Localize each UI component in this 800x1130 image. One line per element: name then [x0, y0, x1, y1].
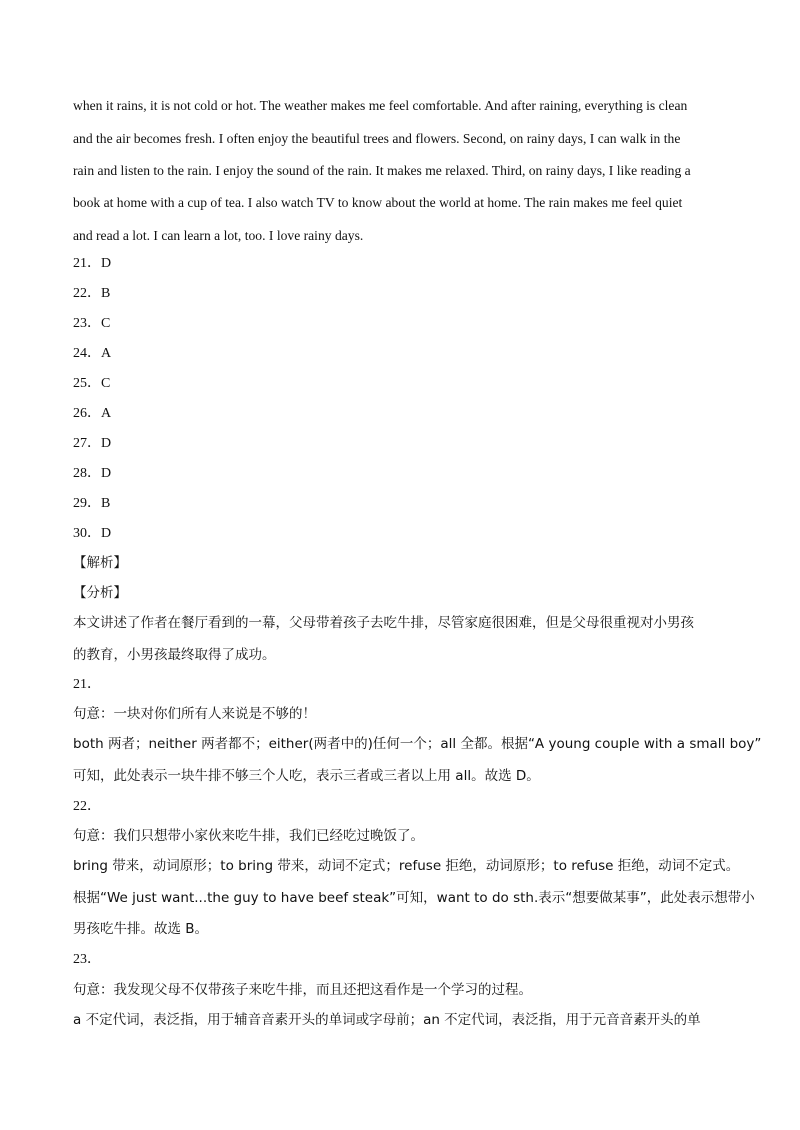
essay-line: when it rains, it is not cold or hot. The weather makes me feel comfortable. And after raining, everything is clean	[73, 98, 688, 113]
question-explanation-22: 男孩吃牛排。故选 B。	[73, 921, 209, 937]
question-explanation-22: 根据“We just want...the guy to have beef steak”可知，want to do sth.表示“想要做某事”，此处表示想带小	[73, 890, 755, 906]
answer-item: 24．A	[73, 346, 112, 361]
analysis-line: 的教育，小男孩最终取得了成功。	[73, 647, 276, 663]
question-explanation-21: 可知，此处表示一块牛排不够三个人吃，表示三者或三者以上用 all。故选 D。	[73, 768, 540, 784]
essay-line: and read a lot. I can learn a lot, too. I love rainy days.	[73, 228, 364, 243]
essay-line: and the air becomes fresh. I often enjoy the beautiful trees and flowers. Second, on rainy days, I can walk in the	[73, 131, 681, 146]
question-meaning-23: 句意：我发现父母不仅带孩子来吃牛排，而且还把这看作是一个学习的过程。	[73, 982, 532, 998]
essay-line: rain and listen to the rain. I enjoy the sound of the rain. It makes me relaxed. Third, on rainy days, I like reading a	[73, 163, 691, 178]
answer-item: 22．B	[73, 286, 111, 301]
question-number-23: 23．	[73, 952, 101, 967]
question-meaning-22: 句意：我们只想带小家伙来吃牛排，我们已经吃过晚饭了。	[73, 828, 424, 844]
question-explanation-22: bring 带来，动词原形；to bring 带来，动词不定式；refuse 拒绝，动词原形；to refuse 拒绝，动词不定式。	[73, 858, 740, 874]
answer-item: 25．C	[73, 376, 111, 391]
answer-item: 21．D	[73, 256, 112, 271]
analysis-line: 本文讲述了作者在餐厅看到的一幕，父母带着孩子去吃牛排，尽管家庭很困难，但是父母很重视对小男孩	[73, 615, 694, 631]
question-explanation-23: a 不定代词，表泛指，用于辅音音素开头的单词或字母前；an 不定代词，表泛指，用于元音音素开头的单	[73, 1012, 701, 1028]
answer-item: 26．A	[73, 406, 112, 421]
essay-line: book at home with a cup of tea. I also watch TV to know about the world at home. The rain makes me feel quiet	[73, 195, 683, 210]
question-number-22: 22．	[73, 799, 101, 814]
question-number-21: 21．	[73, 677, 101, 692]
answer-item: 30．D	[73, 526, 112, 541]
answer-item: 23．C	[73, 316, 111, 331]
question-meaning-21: 句意：一块对你们所有人来说是不够的！	[73, 706, 316, 722]
question-explanation-21: both 两者；neither 两者都不；either(两者中的)任何一个；all 全都。根据“A young couple with a small boy”	[73, 736, 762, 752]
answer-item: 28．D	[73, 466, 112, 481]
answer-item: 27．D	[73, 436, 112, 451]
answer-item: 29．B	[73, 496, 111, 511]
section-heading-jiexi: 【解析】	[73, 555, 127, 571]
section-heading-fenxi: 【分析】	[73, 585, 127, 601]
